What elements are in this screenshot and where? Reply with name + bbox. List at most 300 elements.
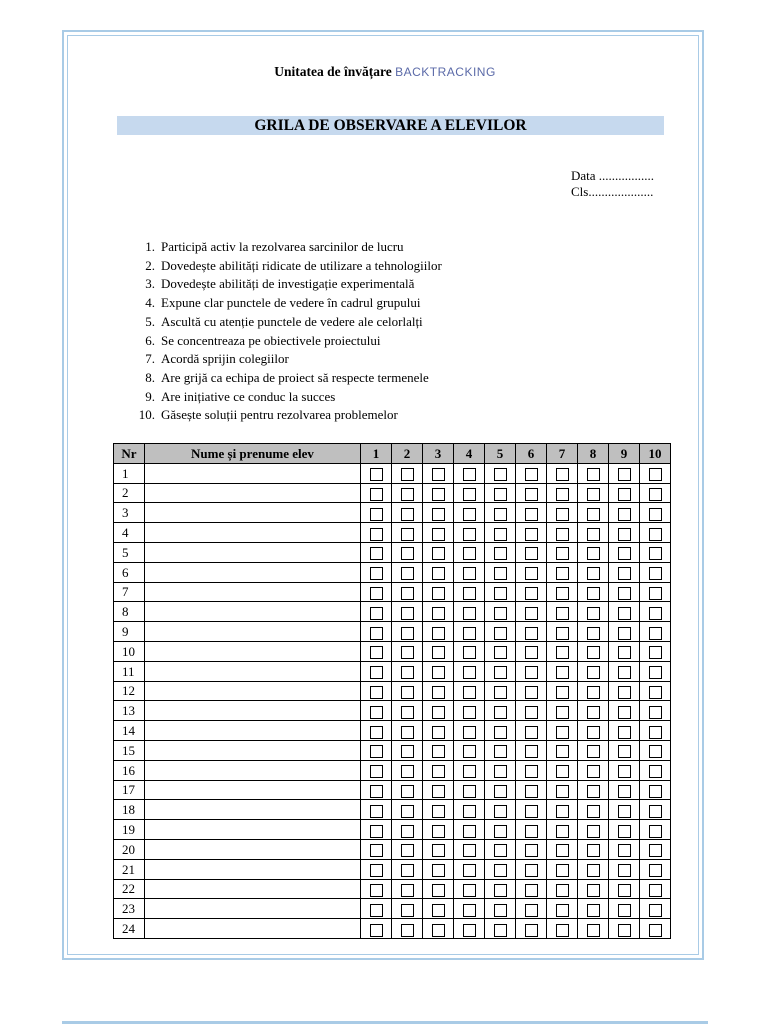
checkbox[interactable] [432, 567, 445, 580]
student-name-cell[interactable] [145, 681, 361, 701]
checkbox[interactable] [649, 765, 662, 778]
checkbox[interactable] [556, 904, 569, 917]
checkbox[interactable] [494, 904, 507, 917]
checkbox[interactable] [525, 488, 538, 501]
checkbox[interactable] [401, 686, 414, 699]
checkbox[interactable] [494, 864, 507, 877]
student-name-cell[interactable] [145, 919, 361, 939]
checkbox[interactable] [525, 805, 538, 818]
checkbox[interactable] [587, 924, 600, 937]
checkbox[interactable] [587, 686, 600, 699]
checkbox[interactable] [370, 765, 383, 778]
checkbox[interactable] [587, 726, 600, 739]
checkbox[interactable] [618, 488, 631, 501]
checkbox[interactable] [494, 825, 507, 838]
student-name-cell[interactable] [145, 879, 361, 899]
checkbox[interactable] [525, 765, 538, 778]
checkbox[interactable] [370, 646, 383, 659]
checkbox[interactable] [432, 765, 445, 778]
checkbox[interactable] [587, 627, 600, 640]
checkbox[interactable] [401, 805, 414, 818]
criterion-cell [609, 562, 640, 582]
unit-line [62, 64, 708, 80]
criterion-cell [516, 503, 547, 523]
student-name-cell[interactable] [145, 800, 361, 820]
checkbox[interactable] [649, 924, 662, 937]
criterion-cell [609, 483, 640, 503]
checkbox[interactable] [401, 607, 414, 620]
checkbox[interactable] [432, 805, 445, 818]
checkbox[interactable] [649, 686, 662, 699]
checkbox[interactable] [463, 825, 476, 838]
checkbox[interactable] [370, 567, 383, 580]
student-name-cell[interactable] [145, 582, 361, 602]
checkbox[interactable] [618, 607, 631, 620]
checkbox[interactable] [432, 646, 445, 659]
checkbox[interactable] [432, 785, 445, 798]
checkbox[interactable] [401, 884, 414, 897]
checkbox[interactable] [525, 864, 538, 877]
checkbox[interactable] [525, 587, 538, 600]
checkbox[interactable] [463, 627, 476, 640]
checkbox[interactable] [618, 765, 631, 778]
checkbox[interactable] [649, 607, 662, 620]
checkbox[interactable] [494, 528, 507, 541]
checkbox[interactable] [494, 706, 507, 719]
checkbox[interactable] [649, 745, 662, 758]
criterion-cell [578, 602, 609, 622]
checkbox[interactable] [525, 844, 538, 857]
checkbox[interactable] [370, 726, 383, 739]
criterion-cell [392, 622, 423, 642]
checkbox[interactable] [618, 785, 631, 798]
checkbox[interactable] [556, 825, 569, 838]
checkbox[interactable] [587, 884, 600, 897]
checkbox[interactable] [587, 488, 600, 501]
checkbox[interactable] [556, 646, 569, 659]
student-name-cell[interactable] [145, 622, 361, 642]
checkbox[interactable] [618, 547, 631, 560]
checkbox[interactable] [463, 706, 476, 719]
checkbox[interactable] [401, 508, 414, 521]
checkbox[interactable] [649, 884, 662, 897]
checkbox[interactable] [618, 726, 631, 739]
checkbox[interactable] [649, 805, 662, 818]
checkbox[interactable] [587, 607, 600, 620]
checkbox[interactable] [432, 468, 445, 481]
checkbox[interactable] [401, 924, 414, 937]
criteria-text: Expune clar punctele de vedere în cadrul grupului [161, 295, 421, 311]
checkbox[interactable] [463, 567, 476, 580]
checkbox[interactable] [587, 904, 600, 917]
checkbox[interactable] [401, 488, 414, 501]
checkbox[interactable] [556, 468, 569, 481]
checkbox[interactable] [556, 627, 569, 640]
checkbox[interactable] [370, 627, 383, 640]
checkbox[interactable] [556, 864, 569, 877]
checkbox[interactable] [556, 666, 569, 679]
checkbox[interactable] [587, 646, 600, 659]
checkbox[interactable] [432, 686, 445, 699]
checkbox[interactable] [494, 765, 507, 778]
checkbox[interactable] [618, 924, 631, 937]
checkbox[interactable] [649, 864, 662, 877]
checkbox[interactable] [432, 607, 445, 620]
checkbox[interactable] [494, 805, 507, 818]
checkbox[interactable] [401, 825, 414, 838]
criterion-cell [578, 721, 609, 741]
checkbox[interactable] [463, 844, 476, 857]
checkbox[interactable] [463, 785, 476, 798]
checkbox[interactable] [649, 666, 662, 679]
checkbox[interactable] [618, 884, 631, 897]
checkbox[interactable] [556, 844, 569, 857]
checkbox[interactable] [401, 726, 414, 739]
checkbox[interactable] [494, 587, 507, 600]
checkbox[interactable] [494, 488, 507, 501]
checkbox[interactable] [494, 924, 507, 937]
checkbox[interactable] [525, 666, 538, 679]
checkbox[interactable] [494, 567, 507, 580]
checkbox[interactable] [587, 547, 600, 560]
checkbox[interactable] [463, 528, 476, 541]
checkbox[interactable] [649, 508, 662, 521]
student-name-cell[interactable] [145, 483, 361, 503]
checkbox[interactable] [618, 468, 631, 481]
checkbox[interactable] [494, 468, 507, 481]
checkbox[interactable] [618, 706, 631, 719]
checkbox[interactable] [618, 508, 631, 521]
checkbox[interactable] [370, 547, 383, 560]
checkbox[interactable] [587, 864, 600, 877]
checkbox[interactable] [649, 567, 662, 580]
checkbox[interactable] [587, 508, 600, 521]
table-row [114, 899, 671, 919]
checkbox[interactable] [463, 646, 476, 659]
checkbox[interactable] [432, 904, 445, 917]
checkbox[interactable] [463, 864, 476, 877]
checkbox[interactable] [587, 825, 600, 838]
row-number: 5 [114, 542, 145, 562]
checkbox[interactable] [370, 884, 383, 897]
checkbox[interactable] [556, 547, 569, 560]
checkbox[interactable] [525, 706, 538, 719]
checkbox[interactable] [463, 765, 476, 778]
criteria-text: Se concentreaza pe obiectivele proiectului [161, 332, 381, 348]
checkbox[interactable] [618, 805, 631, 818]
header-criterion: 2 [392, 444, 423, 464]
student-name-cell[interactable] [145, 721, 361, 741]
checkbox[interactable] [370, 805, 383, 818]
checkbox[interactable] [587, 468, 600, 481]
criterion-cell [640, 523, 671, 543]
checkbox[interactable] [370, 785, 383, 798]
student-name-cell[interactable] [145, 562, 361, 582]
checkbox[interactable] [463, 547, 476, 560]
student-name-cell[interactable] [145, 780, 361, 800]
criterion-cell [392, 463, 423, 483]
checkbox[interactable] [370, 844, 383, 857]
criterion-cell [454, 622, 485, 642]
checkbox[interactable] [463, 686, 476, 699]
checkbox[interactable] [463, 508, 476, 521]
checkbox[interactable] [556, 508, 569, 521]
checkbox[interactable] [649, 468, 662, 481]
row-number: 9 [114, 622, 145, 642]
criterion-cell [516, 780, 547, 800]
checkbox[interactable] [432, 884, 445, 897]
checkbox[interactable] [401, 666, 414, 679]
checkbox[interactable] [556, 686, 569, 699]
student-name-cell[interactable] [145, 542, 361, 562]
checkbox[interactable] [432, 825, 445, 838]
checkbox[interactable] [463, 805, 476, 818]
checkbox[interactable] [370, 607, 383, 620]
criteria-number: 8. [145, 369, 155, 385]
checkbox[interactable] [649, 646, 662, 659]
checkbox[interactable] [401, 567, 414, 580]
checkbox[interactable] [587, 765, 600, 778]
checkbox[interactable] [463, 924, 476, 937]
checkbox[interactable] [432, 745, 445, 758]
checkbox[interactable] [370, 924, 383, 937]
checkbox[interactable] [649, 488, 662, 501]
criterion-cell [609, 582, 640, 602]
criterion-cell [640, 780, 671, 800]
criterion-cell [578, 839, 609, 859]
checkbox[interactable] [370, 468, 383, 481]
checkbox[interactable] [370, 587, 383, 600]
checkbox[interactable] [618, 904, 631, 917]
checkbox[interactable] [618, 587, 631, 600]
checkbox[interactable] [556, 924, 569, 937]
criterion-cell [392, 562, 423, 582]
checkbox[interactable] [432, 508, 445, 521]
checkbox[interactable] [618, 627, 631, 640]
checkbox[interactable] [556, 785, 569, 798]
checkbox[interactable] [587, 666, 600, 679]
checkbox[interactable] [556, 745, 569, 758]
checkbox[interactable] [370, 745, 383, 758]
checkbox[interactable] [556, 706, 569, 719]
checkbox[interactable] [494, 745, 507, 758]
checkbox[interactable] [649, 706, 662, 719]
criterion-cell [516, 562, 547, 582]
checkbox[interactable] [494, 508, 507, 521]
student-name-cell[interactable] [145, 523, 361, 543]
criterion-cell [361, 839, 392, 859]
checkbox[interactable] [618, 864, 631, 877]
checkbox[interactable] [370, 686, 383, 699]
checkbox[interactable] [556, 607, 569, 620]
checkbox[interactable] [401, 765, 414, 778]
checkbox[interactable] [525, 567, 538, 580]
checkbox[interactable] [370, 508, 383, 521]
document-title: GRILA DE OBSERVARE A ELEVILOR [117, 116, 664, 135]
checkbox[interactable] [401, 547, 414, 560]
checkbox[interactable] [618, 646, 631, 659]
criterion-cell [454, 859, 485, 879]
student-name-cell[interactable] [145, 899, 361, 919]
checkbox[interactable] [587, 785, 600, 798]
checkbox[interactable] [401, 864, 414, 877]
checkbox[interactable] [370, 666, 383, 679]
checkbox[interactable] [525, 924, 538, 937]
criterion-cell [454, 721, 485, 741]
checkbox[interactable] [370, 825, 383, 838]
checkbox[interactable] [649, 726, 662, 739]
checkbox[interactable] [556, 726, 569, 739]
checkbox[interactable] [525, 686, 538, 699]
criterion-cell [547, 523, 578, 543]
checkbox[interactable] [494, 646, 507, 659]
checkbox[interactable] [370, 528, 383, 541]
student-name-cell[interactable] [145, 602, 361, 622]
checkbox[interactable] [618, 686, 631, 699]
checkbox[interactable] [556, 587, 569, 600]
student-name-cell[interactable] [145, 820, 361, 840]
header-criterion: 7 [547, 444, 578, 464]
checkbox[interactable] [556, 884, 569, 897]
checkbox[interactable] [556, 765, 569, 778]
checkbox[interactable] [618, 825, 631, 838]
checkbox[interactable] [432, 844, 445, 857]
checkbox[interactable] [525, 468, 538, 481]
checkbox[interactable] [587, 587, 600, 600]
checkbox[interactable] [618, 844, 631, 857]
student-name-cell[interactable] [145, 661, 361, 681]
checkbox[interactable] [525, 528, 538, 541]
checkbox[interactable] [370, 488, 383, 501]
checkbox[interactable] [463, 666, 476, 679]
checkbox[interactable] [494, 686, 507, 699]
checkbox[interactable] [525, 745, 538, 758]
checkbox[interactable] [618, 528, 631, 541]
student-name-cell[interactable] [145, 701, 361, 721]
criterion-cell [547, 879, 578, 899]
checkbox[interactable] [463, 587, 476, 600]
checkbox[interactable] [401, 844, 414, 857]
checkbox[interactable] [556, 805, 569, 818]
checkbox[interactable] [432, 528, 445, 541]
checkbox[interactable] [370, 864, 383, 877]
checkbox[interactable] [432, 587, 445, 600]
criterion-cell [392, 661, 423, 681]
checkbox[interactable] [401, 468, 414, 481]
checkbox[interactable] [649, 825, 662, 838]
checkbox[interactable] [401, 706, 414, 719]
checkbox[interactable] [432, 666, 445, 679]
checkbox[interactable] [432, 706, 445, 719]
student-name-cell[interactable] [145, 839, 361, 859]
student-name-cell[interactable] [145, 463, 361, 483]
checkbox[interactable] [525, 646, 538, 659]
checkbox[interactable] [463, 488, 476, 501]
checkbox[interactable] [401, 587, 414, 600]
checkbox[interactable] [401, 904, 414, 917]
checkbox[interactable] [525, 825, 538, 838]
checkbox[interactable] [649, 528, 662, 541]
table-row [114, 740, 671, 760]
checkbox[interactable] [649, 844, 662, 857]
checkbox[interactable] [649, 785, 662, 798]
student-name-cell[interactable] [145, 503, 361, 523]
checkbox[interactable] [556, 528, 569, 541]
student-name-cell[interactable] [145, 641, 361, 661]
checkbox[interactable] [587, 706, 600, 719]
checkbox[interactable] [649, 904, 662, 917]
checkbox[interactable] [494, 627, 507, 640]
checkbox[interactable] [525, 547, 538, 560]
checkbox[interactable] [432, 627, 445, 640]
criterion-cell [392, 780, 423, 800]
checkbox[interactable] [463, 468, 476, 481]
checkbox[interactable] [494, 726, 507, 739]
checkbox[interactable] [618, 745, 631, 758]
checkbox[interactable] [463, 726, 476, 739]
checkbox[interactable] [649, 627, 662, 640]
checkbox[interactable] [432, 547, 445, 560]
checkbox[interactable] [525, 627, 538, 640]
checkbox[interactable] [525, 508, 538, 521]
header-criterion: 4 [454, 444, 485, 464]
checkbox[interactable] [494, 547, 507, 560]
checkbox[interactable] [370, 904, 383, 917]
checkbox[interactable] [463, 884, 476, 897]
checkbox[interactable] [432, 488, 445, 501]
checkbox[interactable] [587, 745, 600, 758]
checkbox[interactable] [401, 745, 414, 758]
checkbox[interactable] [494, 785, 507, 798]
checkbox[interactable] [463, 904, 476, 917]
checkbox[interactable] [401, 785, 414, 798]
checkbox[interactable] [494, 607, 507, 620]
checkbox[interactable] [649, 587, 662, 600]
checkbox[interactable] [494, 884, 507, 897]
student-name-cell[interactable] [145, 740, 361, 760]
checkbox[interactable] [587, 567, 600, 580]
checkbox[interactable] [556, 488, 569, 501]
checkbox[interactable] [618, 666, 631, 679]
checkbox[interactable] [370, 706, 383, 719]
checkbox[interactable] [494, 666, 507, 679]
student-name-cell[interactable] [145, 859, 361, 879]
checkbox[interactable] [463, 745, 476, 758]
checkbox[interactable] [618, 567, 631, 580]
checkbox[interactable] [525, 904, 538, 917]
checkbox[interactable] [463, 607, 476, 620]
checkbox[interactable] [401, 627, 414, 640]
checkbox[interactable] [401, 528, 414, 541]
checkbox[interactable] [525, 785, 538, 798]
student-name-cell[interactable] [145, 760, 361, 780]
checkbox[interactable] [587, 805, 600, 818]
checkbox[interactable] [587, 844, 600, 857]
checkbox[interactable] [556, 567, 569, 580]
checkbox[interactable] [494, 844, 507, 857]
checkbox[interactable] [401, 646, 414, 659]
criterion-cell [640, 622, 671, 642]
checkbox[interactable] [432, 924, 445, 937]
checkbox[interactable] [432, 726, 445, 739]
checkbox[interactable] [649, 547, 662, 560]
checkbox[interactable] [525, 884, 538, 897]
checkbox[interactable] [432, 864, 445, 877]
checkbox[interactable] [525, 607, 538, 620]
checkbox[interactable] [587, 528, 600, 541]
criterion-cell [609, 701, 640, 721]
checkbox[interactable] [525, 726, 538, 739]
